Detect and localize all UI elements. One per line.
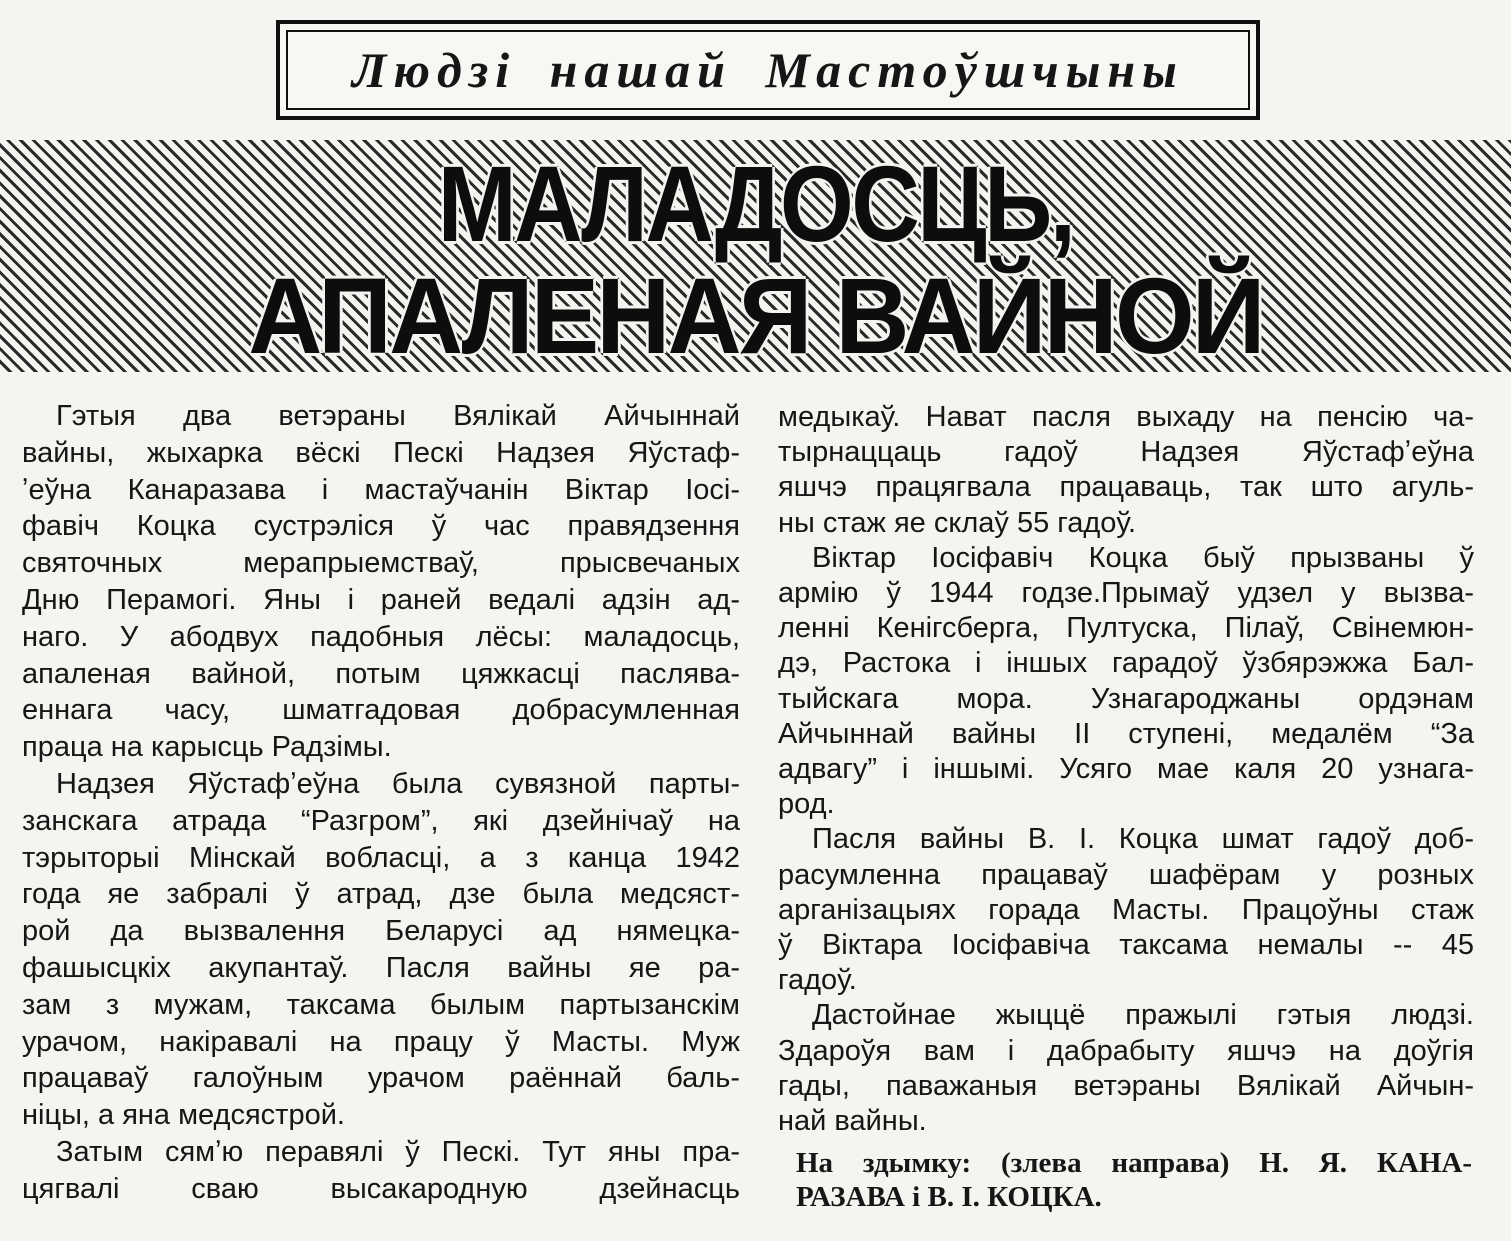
text-line: Затым сямʼю перавялі ў Пескі. Тут яны пра- <box>56 1135 740 1168</box>
text-line: апаленая вайной, потым цяжкасці паслява- <box>22 657 740 690</box>
text-line: ʼеўна Канаразава і мастаўчанін Віктар Іосі- <box>22 473 740 506</box>
text-line: най вайны. <box>778 1105 927 1138</box>
text-line: года яе забралі ў атрад, дзе была медсяст- <box>22 878 740 911</box>
text-line: ленні Кенігсберга, Пултуска, Пілаў, Свінемюн- <box>778 612 1474 645</box>
headline-line-2: АПАЛЕНАЯ ВАЙНОЙ <box>248 255 1263 376</box>
text-line: тырнаццаць гадоў Надзея Яўстафʼеўна <box>778 436 1474 469</box>
article-column-right <box>778 400 1474 1139</box>
text-line: дэ, Растока і іншых гарадоў ўзбярэжжа Бал- <box>778 647 1474 680</box>
text-line: рой да вызвалення Беларусі ад нямецка- <box>22 915 740 948</box>
text-line: Айчыннай вайны II ступені, медалём “За <box>778 717 1474 750</box>
text-line: фавіч Коцка сустрэліся ў час правядзення <box>22 510 740 543</box>
text-line: род. <box>778 788 835 821</box>
text-line: Гэтыя два ветэраны Вялікай Айчыннай <box>56 400 740 432</box>
text-line: Віктар Іосіфавіч Коцка быў прызваны ў <box>812 541 1474 574</box>
photo-caption <box>796 1146 1472 1214</box>
text-line: наго. У абодвух падобныя лёсы: маладосць, <box>22 620 740 653</box>
text-line: арганізацыях горада Масты. Працоўны стаж <box>778 893 1474 926</box>
text-line: медыкаў. Нават пасля выхаду на пенсію ча- <box>778 401 1474 433</box>
text-line: тэрыторыі Мінскай вобласці, а з канца 1942 <box>22 841 740 874</box>
paragraph <box>778 400 1474 541</box>
text-line: ны стаж яе склаў 55 гадоў. <box>778 506 1137 539</box>
text-line: яшчэ працягвала працаваць, так што агуль- <box>778 471 1474 504</box>
paragraph <box>22 1134 740 1208</box>
text-line: расумленна працаваў шафёрам у розных <box>778 858 1474 891</box>
text-line: ў Віктара Іосіфавіча таксама немалы -- 45 <box>778 929 1474 962</box>
text-line: гады, паважаныя ветэраны Вялікай Айчын- <box>778 1069 1474 1102</box>
article-column-left <box>22 398 740 1208</box>
text-line: вайны, жыхарка вёскі Пескі Надзея Яўстаф- <box>22 436 740 469</box>
text-line: Дастойнае жыццё пражылі гэтыя людзі. <box>812 999 1474 1032</box>
text-line: адвагу” і іншымі. Усяго мае каля 20 узнага- <box>778 753 1474 786</box>
paragraph <box>22 398 740 766</box>
text-line: Надзея Яўстафʼеўна была сувязной парты- <box>56 767 740 800</box>
text-line: зам з мужам, таксама былым партызанскім <box>22 988 740 1021</box>
paragraph <box>778 541 1474 823</box>
headline-line-1: МАЛАДОСЦЬ, <box>437 143 1074 264</box>
text-line: праца на карысць Радзімы. <box>22 731 392 764</box>
text-line: святочных мерапрыемстваў, прысвечаных <box>22 547 740 580</box>
text-line: армію ў 1944 годзе.Прымаў удзел у вызва- <box>778 577 1474 610</box>
caption-line: РАЗАВА і В. І. КОЦКА. <box>796 1181 1102 1213</box>
text-line: тыйскага мора. Узнагароджаны ордэнам <box>778 682 1474 715</box>
rubric-box <box>276 20 1260 120</box>
text-line: Здароўя вам і дабрабыту яшчэ на доўгія <box>778 1034 1474 1067</box>
text-line: цягвалі сваю высакародную дзейнасць <box>22 1172 740 1205</box>
text-line: Дню Перамогі. Яны і раней ведалі адзін ад- <box>22 583 740 616</box>
text-line: еннага часу, шматгадовая добрасумленная <box>22 694 740 727</box>
text-line: гадоў. <box>778 964 857 997</box>
rubric-title: Людзі нашай Мастоўшчыны <box>352 42 1184 98</box>
text-line: урачом, накіравалі на працу ў Масты. Муж <box>22 1025 740 1058</box>
text-line: фашысцкіх акупантаў. Пасля вайны яе ра- <box>22 951 740 984</box>
text-line: Пасля вайны В. І. Коцка шмат гадоў доб- <box>812 823 1474 856</box>
caption-line: На здымку: (злева направа) Н. Я. КАНА- <box>796 1147 1472 1179</box>
text-line: працаваў галоўным урачом раённай баль- <box>22 1062 740 1095</box>
paragraph <box>778 998 1474 1139</box>
text-line: занскага атрада “Разгром”, які дзейнічаў на <box>22 804 740 837</box>
paragraph <box>778 822 1474 998</box>
text-line: ніцы, а яна медсястрой. <box>22 1099 345 1132</box>
paragraph <box>22 766 740 1134</box>
